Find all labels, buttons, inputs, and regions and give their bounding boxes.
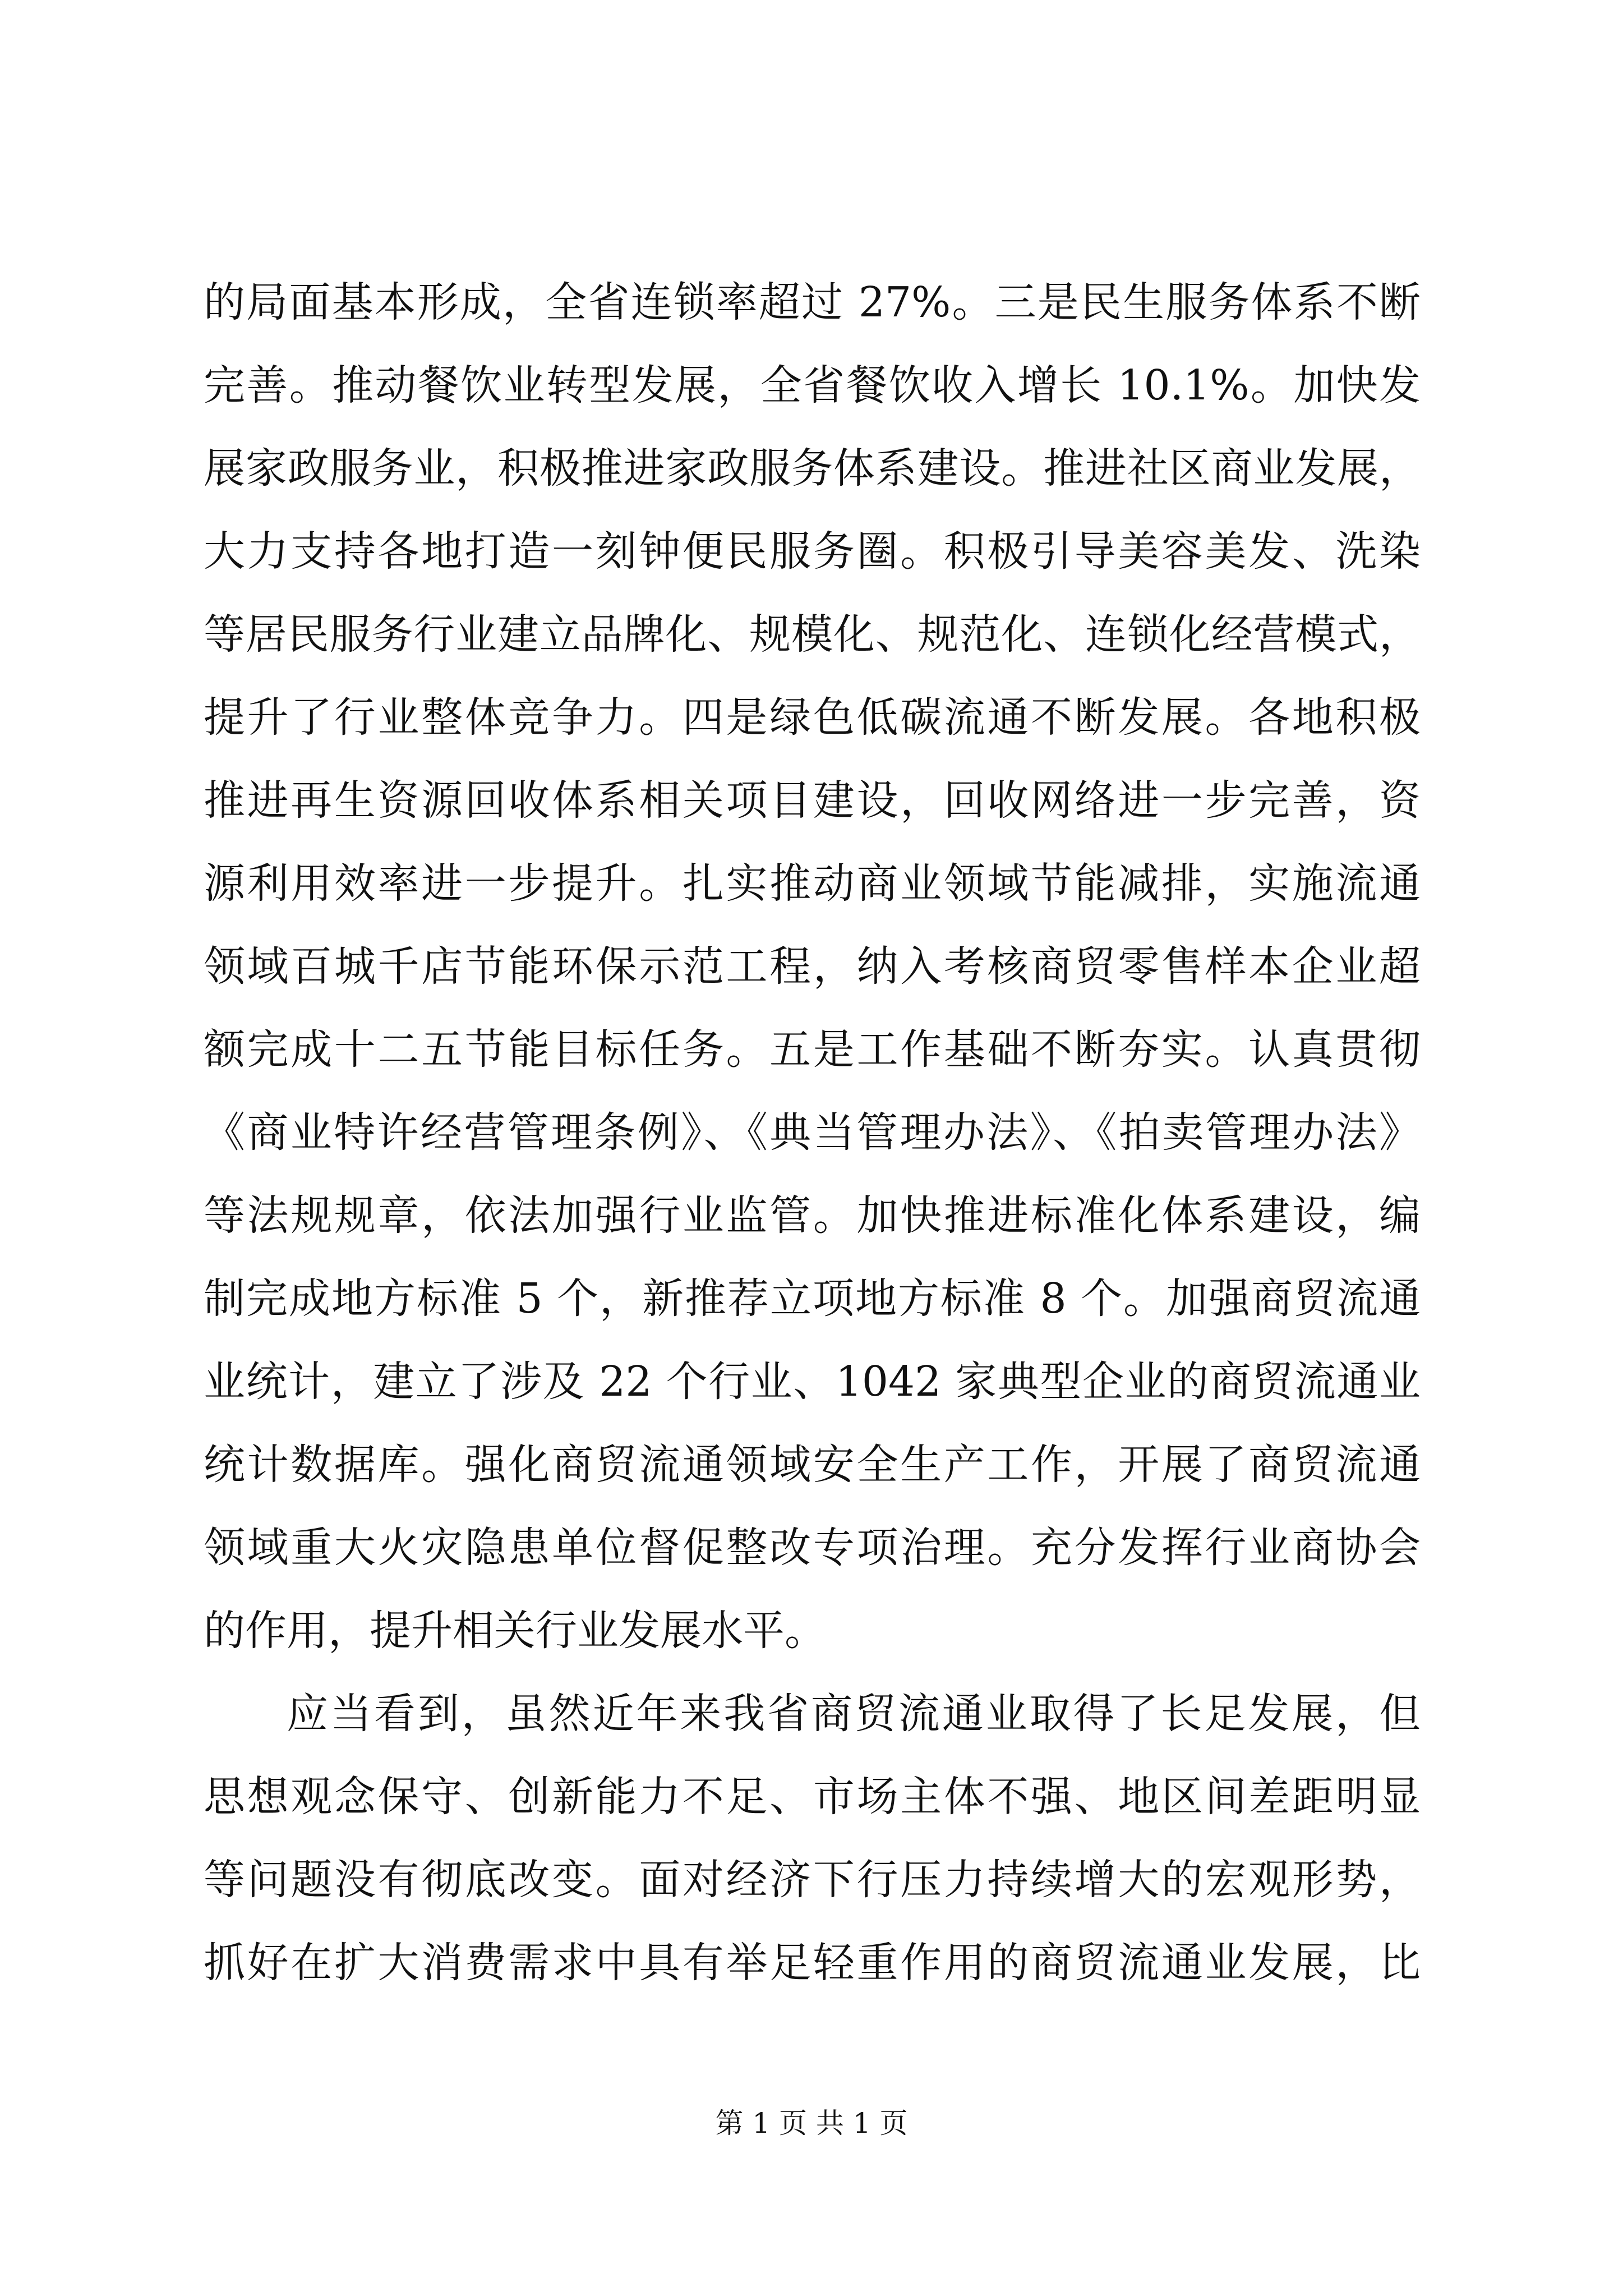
text-line: 的局面基本形成，全省连锁率超过 27%。三是民生服务体系不断: [204, 278, 1421, 326]
text-line: 等居民服务行业建立品牌化、规模化、规范化、连锁化经营模式，: [204, 610, 1421, 659]
text-line: 《商业特许经营管理条例》、《典当管理办法》、《拍卖管理办法》: [204, 1108, 1421, 1157]
text-line: 完善。推动餐饮业转型发展，全省餐饮收入增长 10.1%。加快发: [204, 361, 1421, 409]
text-line: 业统计，建立了涉及 22 个行业、1042 家典型企业的商贸流通业: [204, 1358, 1421, 1406]
page-number: 第 1 页 共 1 页: [715, 2107, 908, 2139]
text-line: 大力支持各地打造一刻钟便民服务圈。积极引导美容美发、洗染: [204, 527, 1421, 576]
text-line: 额完成十二五节能目标任务。五是工作基础不断夯实。认真贯彻: [204, 1025, 1421, 1074]
text-line: 思想观念保守、创新能力不足、市场主体不强、地区间差距明显: [204, 1773, 1421, 1821]
text-line: 制完成地方标准 5 个，新推荐立项地方标准 8 个。加强商贸流通: [204, 1274, 1421, 1323]
text-line: 统计数据库。强化商贸流通领域安全生产工作，开展了商贸流通: [204, 1441, 1421, 1489]
text-line: 应当看到，虽然近年来我省商贸流通业取得了长足发展，但: [287, 1690, 1421, 1738]
text-line: 领域重大火灾隐患单位督促整改专项治理。充分发挥行业商协会: [204, 1524, 1421, 1572]
text-line: 展家政服务业，积极推进家政服务体系建设。推进社区商业发展，: [204, 444, 1421, 493]
text-line: 的作用，提升相关行业发展水平。: [204, 1607, 826, 1655]
text-line: 源利用效率进一步提升。扎实推动商业领域节能减排，实施流通: [204, 859, 1421, 908]
text-line: 推进再生资源回收体系相关项目建设，回收网络进一步完善，资: [204, 776, 1421, 825]
document-body: [204, 261, 1421, 2004]
text-line: 领域百城千店节能环保示范工程，纳入考核商贸零售样本企业超: [204, 942, 1421, 991]
text-line: 抓好在扩大消费需求中具有举足轻重作用的商贸流通业发展，比: [204, 1939, 1421, 1987]
text-line: 提升了行业整体竞争力。四是绿色低碳流通不断发展。各地积极: [204, 693, 1421, 742]
paragraph-2: [204, 1672, 1421, 2004]
text-line: 等法规规章，依法加强行业监管。加快推进标准化体系建设，编: [204, 1191, 1421, 1240]
paragraph-1: [204, 261, 1421, 1672]
text-line: 等问题没有彻底改变。面对经济下行压力持续增大的宏观形势，: [204, 1856, 1421, 1904]
